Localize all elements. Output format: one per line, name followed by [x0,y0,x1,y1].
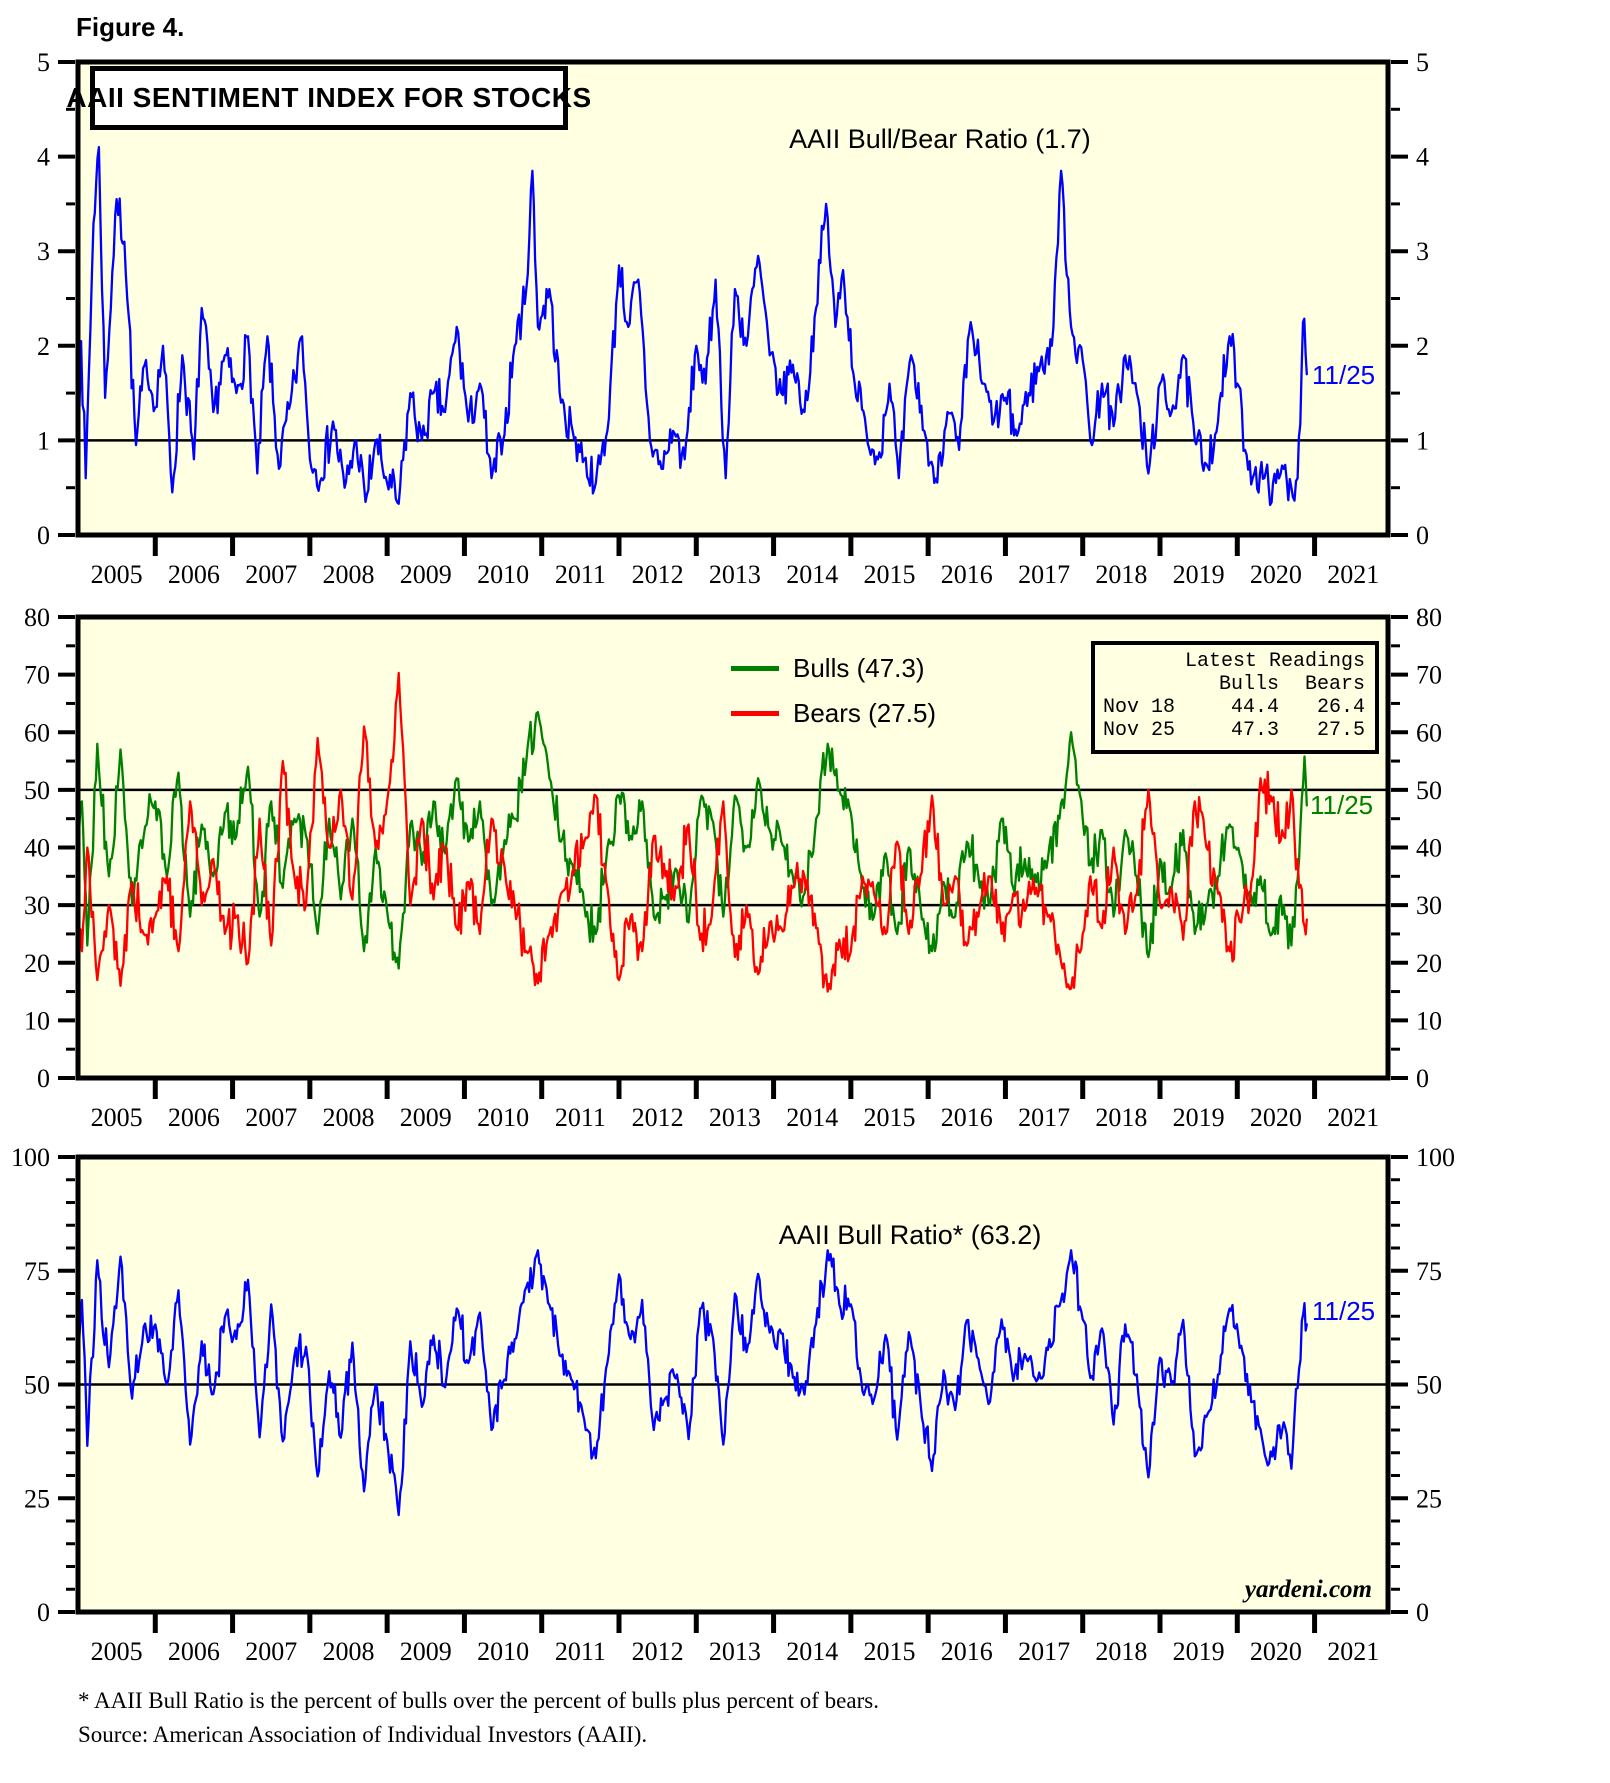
svg-text:0: 0 [37,1064,50,1093]
svg-text:2013: 2013 [708,1637,761,1666]
svg-text:2015: 2015 [863,1637,916,1666]
svg-text:2012: 2012 [631,560,684,589]
bulls-line-swatch [731,666,779,671]
svg-text:70: 70 [24,660,50,690]
figure-label: Figure 4. [76,12,185,42]
svg-text:2018: 2018 [1095,1637,1148,1666]
svg-text:2019: 2019 [1172,1637,1225,1666]
svg-text:0: 0 [37,521,50,550]
readings-corner-cell [1103,673,1187,696]
svg-text:2016: 2016 [940,1637,993,1666]
svg-text:40: 40 [24,833,50,863]
svg-text:100: 100 [1416,1143,1455,1172]
svg-text:75: 75 [24,1256,50,1286]
svg-text:2007: 2007 [245,1637,298,1666]
bull-bear-ratio-annotation: AAII Bull/Bear Ratio (1.7) [789,124,1091,154]
yardeni-watermark: yardeni.com [1244,1576,1372,1603]
svg-text:25: 25 [1416,1484,1442,1514]
latest-readings-grid [1103,673,1365,742]
readings-row1-bulls: 44.4 [1230,696,1279,719]
svg-text:2010: 2010 [477,560,530,589]
svg-text:2009: 2009 [399,1103,452,1132]
svg-text:2014: 2014 [786,1103,839,1132]
footnote-source: Source: American Association of Individual Investors (AAII). [78,1722,648,1747]
readings-col-bears: Bears [1304,673,1365,696]
svg-text:2008: 2008 [322,1103,375,1132]
legend-label-bulls: Bulls (47.3) [793,653,925,683]
svg-text:2017: 2017 [1018,1637,1071,1666]
svg-text:2015: 2015 [863,1103,916,1132]
svg-text:2014: 2014 [786,560,839,589]
bears-line-swatch [731,711,779,716]
svg-text:2019: 2019 [1172,560,1225,589]
svg-text:70: 70 [1416,660,1442,690]
svg-text:75: 75 [1416,1256,1442,1286]
svg-text:3: 3 [1416,237,1429,267]
svg-text:2012: 2012 [631,1637,684,1666]
svg-text:2011: 2011 [554,560,606,589]
svg-text:2016: 2016 [940,560,993,589]
svg-text:2008: 2008 [322,560,375,589]
svg-text:2021: 2021 [1327,560,1380,589]
svg-text:2006: 2006 [167,1103,220,1132]
svg-text:2009: 2009 [399,1637,452,1666]
svg-text:5: 5 [1416,48,1429,77]
readings-col-bulls: Bulls [1218,673,1279,696]
svg-text:4: 4 [37,142,50,172]
svg-text:80: 80 [1416,603,1442,632]
svg-text:2: 2 [37,331,50,361]
svg-text:50: 50 [24,1370,50,1400]
svg-text:40: 40 [1416,833,1442,863]
svg-text:100: 100 [11,1143,50,1172]
svg-text:2007: 2007 [245,1103,298,1132]
svg-text:30: 30 [1416,891,1442,921]
readings-row2-bears: 27.5 [1316,719,1365,742]
svg-text:2017: 2017 [1018,1103,1071,1132]
svg-text:2: 2 [1416,331,1429,361]
readings-row2-bulls: 47.3 [1230,719,1279,742]
footnote-definition: * AAII Bull Ratio is the percent of bulls over the percent of bulls plus percent of bears. [78,1688,879,1713]
svg-text:5: 5 [37,48,50,77]
svg-text:80: 80 [24,603,50,632]
svg-text:2005: 2005 [90,1103,143,1132]
svg-text:2005: 2005 [90,1637,143,1666]
latest-date-label-bottom: 11/25 [1312,1296,1376,1326]
svg-text:2006: 2006 [167,560,220,589]
svg-text:0: 0 [1416,1598,1429,1627]
svg-text:4: 4 [1416,142,1429,172]
svg-text:2012: 2012 [631,1103,684,1132]
legend-item-bears [731,691,936,736]
svg-text:2021: 2021 [1327,1103,1380,1132]
svg-text:2011: 2011 [554,1103,606,1132]
svg-text:2005: 2005 [90,560,143,589]
svg-text:2014: 2014 [786,1637,839,1666]
readings-row1-bears: 26.4 [1316,696,1365,719]
svg-text:0: 0 [37,1598,50,1627]
readings-row1-date: Nov 18 [1103,696,1176,719]
svg-text:2020: 2020 [1249,1637,1302,1666]
latest-readings-title: Latest Readings [1184,650,1365,673]
svg-text:60: 60 [1416,718,1442,748]
readings-row2-date: Nov 25 [1103,719,1176,742]
chart-title: AAII SENTIMENT INDEX FOR STOCKS [66,82,592,113]
svg-text:2010: 2010 [477,1103,530,1132]
legend-item-bulls [731,646,936,691]
svg-text:2007: 2007 [245,560,298,589]
latest-date-label-middle: 11/25 [1310,790,1374,820]
svg-text:0: 0 [1416,1064,1429,1093]
svg-text:2006: 2006 [167,1637,220,1666]
svg-text:50: 50 [24,775,50,805]
svg-text:2018: 2018 [1095,1103,1148,1132]
svg-text:2013: 2013 [708,1103,761,1132]
svg-text:25: 25 [24,1484,50,1514]
svg-text:2018: 2018 [1095,560,1148,589]
svg-text:10: 10 [24,1006,50,1036]
svg-text:50: 50 [1416,775,1442,805]
svg-text:2011: 2011 [554,1637,606,1666]
svg-text:2009: 2009 [399,560,452,589]
latest-date-label-top: 11/25 [1312,360,1376,390]
svg-text:2010: 2010 [477,1637,530,1666]
svg-text:2021: 2021 [1327,1637,1380,1666]
svg-text:10: 10 [1416,1006,1442,1036]
svg-text:20: 20 [24,948,50,978]
svg-text:30: 30 [24,891,50,921]
svg-text:3: 3 [37,237,50,267]
svg-text:2019: 2019 [1172,1103,1225,1132]
svg-text:1: 1 [1416,426,1429,456]
svg-text:2017: 2017 [1018,560,1071,589]
latest-readings-table [1091,641,1379,754]
svg-text:0: 0 [1416,521,1429,550]
bull-ratio-annotation: AAII Bull Ratio* (63.2) [778,1220,1042,1250]
svg-text:50: 50 [1416,1370,1442,1400]
svg-text:2015: 2015 [863,560,916,589]
svg-text:2008: 2008 [322,1637,375,1666]
chart-title-box [66,66,592,130]
svg-text:2020: 2020 [1249,1103,1302,1132]
svg-text:2013: 2013 [708,560,761,589]
legend-label-bears: Bears (27.5) [793,698,937,728]
svg-text:60: 60 [24,718,50,748]
legend [731,646,936,736]
svg-text:1: 1 [37,426,50,456]
svg-text:20: 20 [1416,948,1442,978]
svg-text:2016: 2016 [940,1103,993,1132]
svg-text:2020: 2020 [1249,560,1302,589]
